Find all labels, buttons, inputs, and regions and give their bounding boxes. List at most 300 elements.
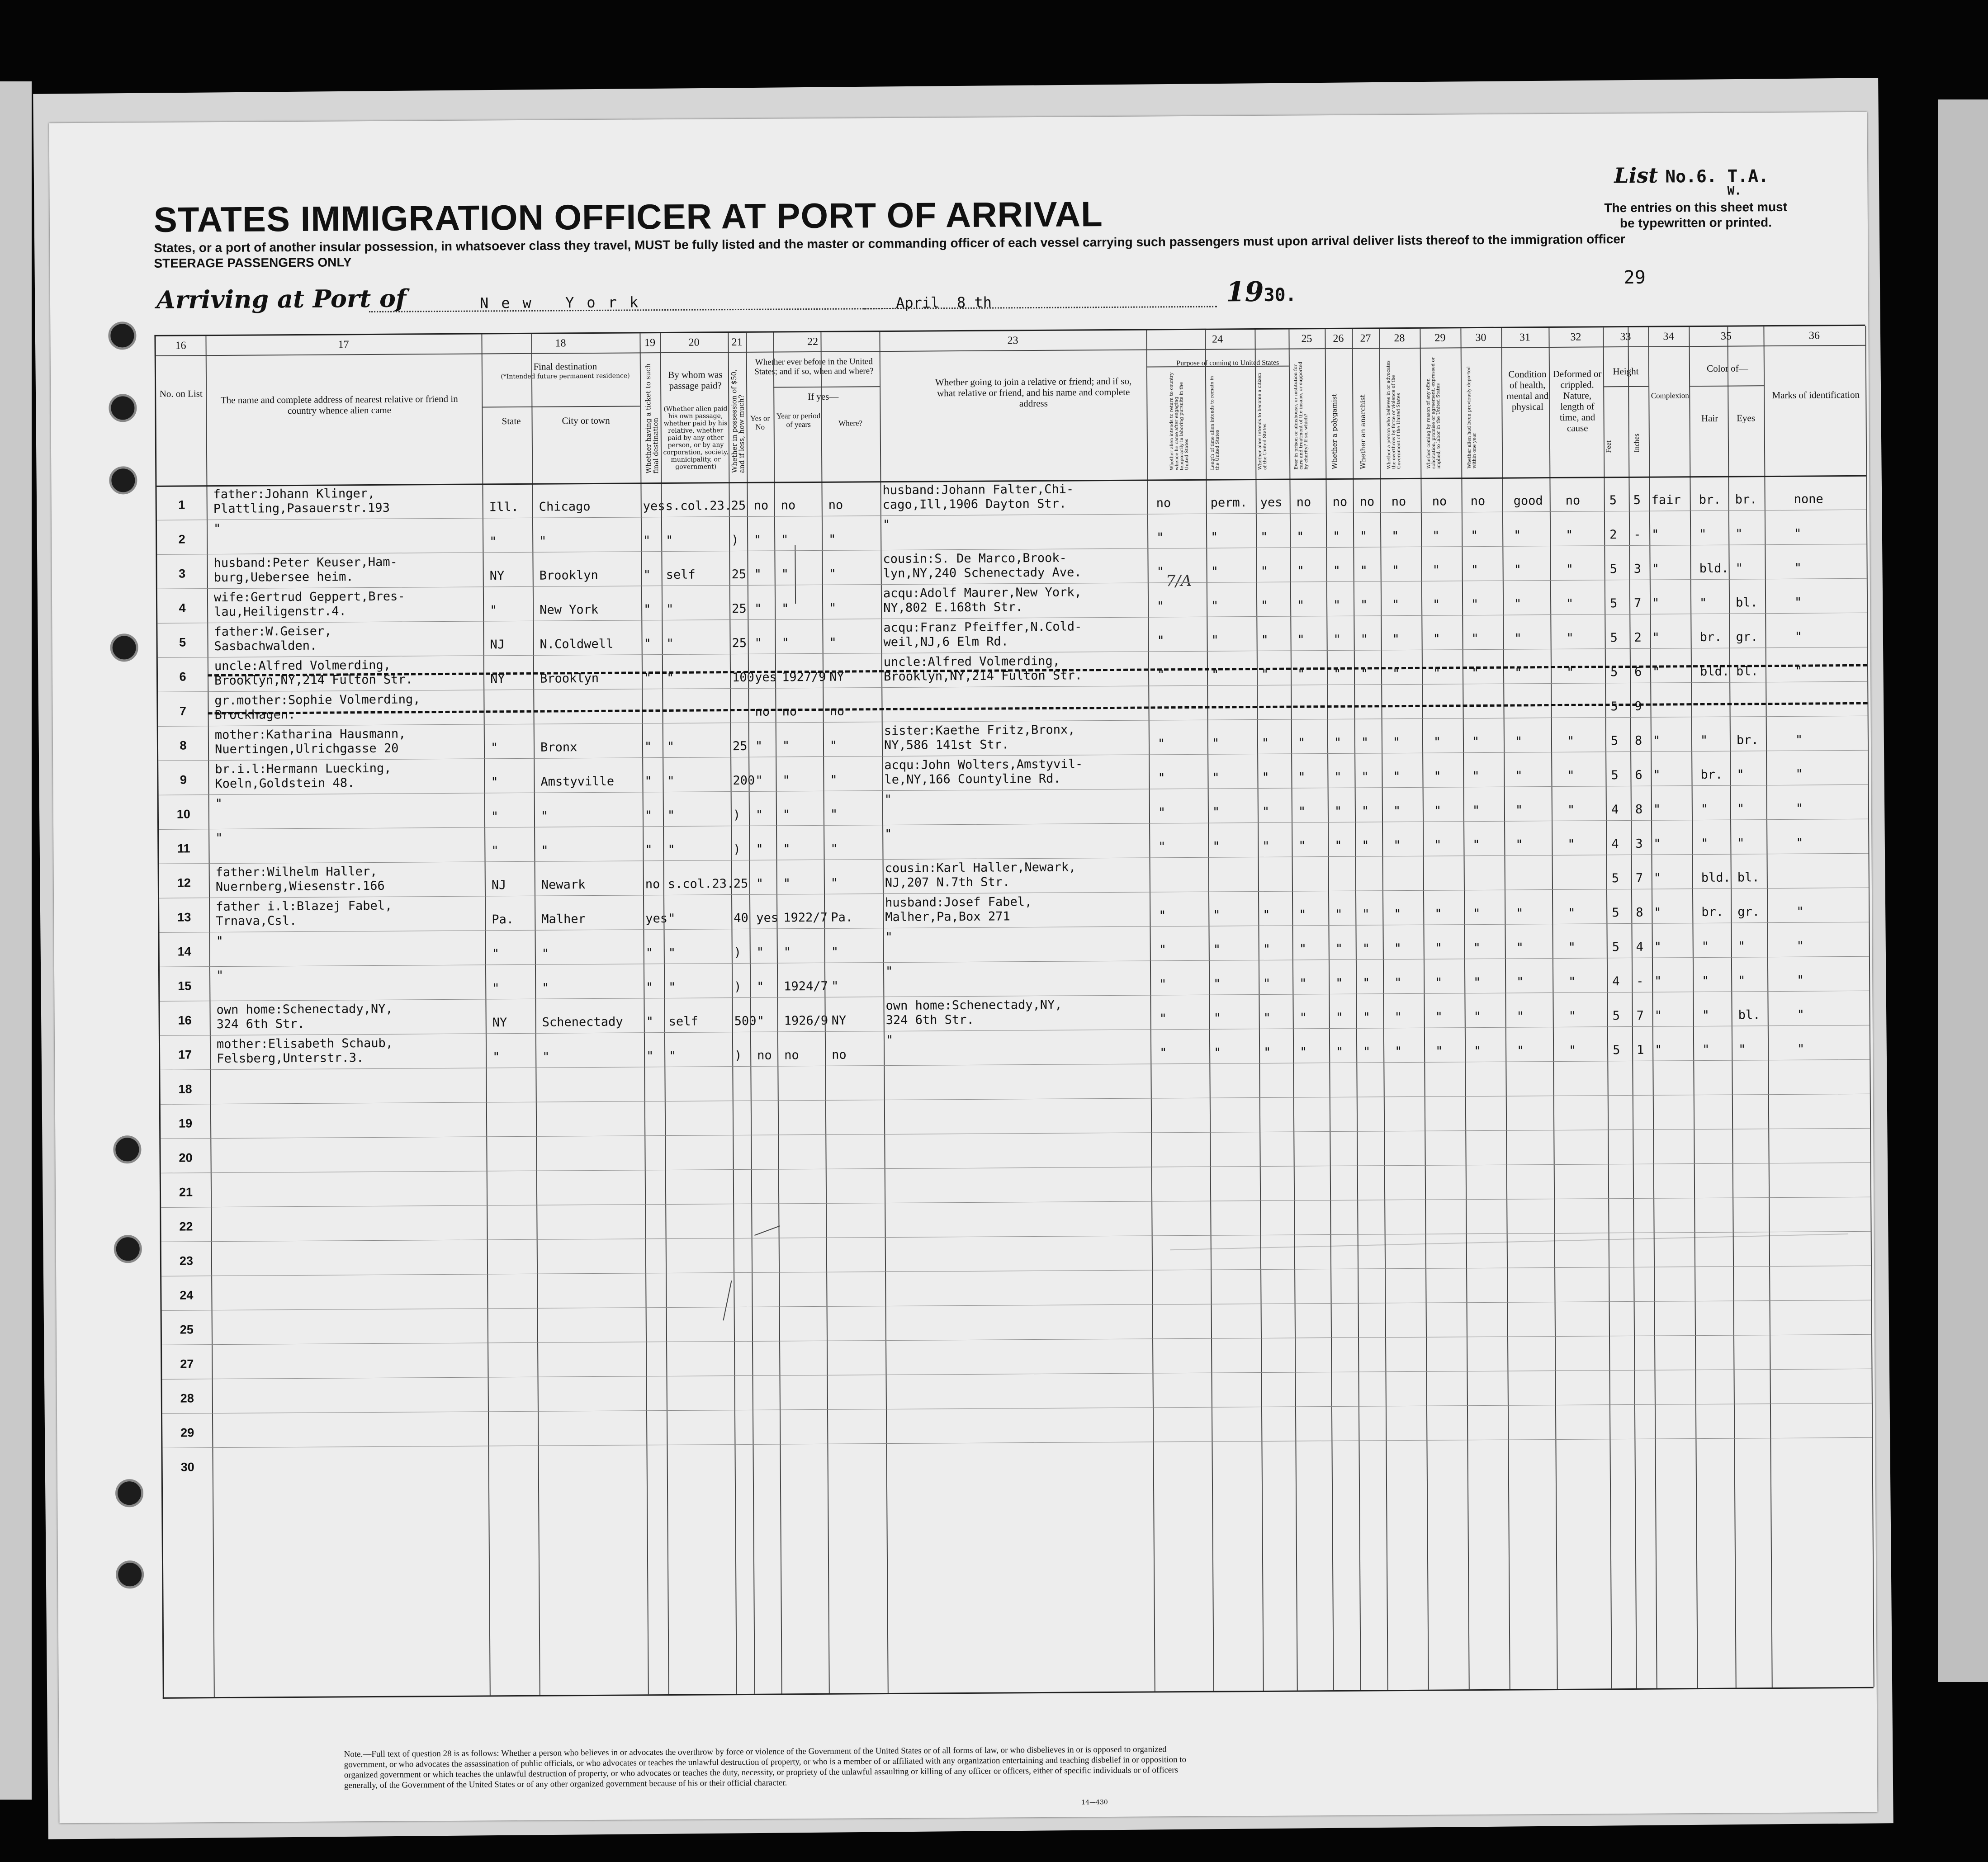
cell-city: " (542, 981, 549, 995)
cell-p-c: " (1261, 667, 1269, 681)
cell-feet: 4 (1612, 974, 1620, 989)
cell-eyes: bl. (1736, 595, 1758, 610)
cell-health: " (1516, 1009, 1524, 1024)
column-number: 30 (1475, 331, 1486, 344)
cell-ticket: yes (643, 499, 665, 514)
list-sub: W. (1727, 184, 1742, 198)
cell-c28: " (1394, 976, 1402, 990)
cell-before: " (756, 876, 764, 891)
cell-year: 1922/7 (783, 910, 828, 925)
cell-p-a: " (1159, 977, 1167, 992)
cell-join2: 324 6th Str. (885, 1012, 974, 1028)
cell-hair: " (1702, 1008, 1710, 1023)
column-number: 27 (1360, 332, 1371, 345)
cell-rel1: " (216, 934, 223, 949)
cell-p-a: " (1158, 840, 1166, 854)
column-number: 16 (175, 340, 186, 352)
cell-c28: " (1392, 632, 1400, 647)
row-number: 7 (179, 704, 187, 718)
cell-year: " (782, 808, 790, 822)
cell-hair: " (1699, 527, 1707, 542)
cell-p-a: " (1159, 908, 1166, 923)
row-number: 24 (180, 1288, 194, 1302)
year-prefix: 19 (1226, 276, 1264, 308)
cell-c30: " (1471, 632, 1479, 646)
subheader-line (773, 386, 880, 388)
cell-deformed: " (1567, 837, 1575, 851)
cell-c27: " (1360, 563, 1368, 578)
cell-c29: " (1433, 597, 1440, 612)
cell-deformed: " (1567, 734, 1575, 748)
cell-where: no (829, 704, 845, 718)
cell-feet: 5 (1610, 699, 1618, 714)
cell-marks: " (1797, 973, 1804, 988)
cell-marks: " (1794, 526, 1802, 541)
cell-c26: " (1333, 563, 1341, 578)
column-number: 26 (1333, 332, 1344, 345)
cell-state: Ill. (489, 500, 519, 515)
cell-c27: no (1359, 495, 1375, 509)
cell-c26: " (1336, 1044, 1344, 1059)
cell-join2: lyn,NY,240 Schenectady Ave. (883, 565, 1082, 581)
cell-marks: none (1794, 492, 1823, 506)
cell-money: ) (734, 979, 742, 994)
cell-c25: " (1299, 942, 1307, 956)
cell-marks: " (1796, 904, 1804, 919)
row-number: 18 (178, 1082, 192, 1096)
cell-c26: " (1333, 632, 1341, 647)
cell-p-b: perm. (1210, 496, 1248, 510)
cell-ticket: " (646, 1049, 654, 1063)
column-number: 23 (1007, 335, 1018, 347)
cell-paid: " (666, 533, 673, 548)
cell-p-a: " (1157, 599, 1164, 614)
row-divider (162, 1437, 1872, 1448)
cell-marks: " (1796, 836, 1803, 850)
cell-complexion: " (1653, 768, 1661, 782)
cell-city: " (541, 843, 549, 858)
cell-c25: " (1298, 839, 1306, 853)
cell-before: " (755, 773, 763, 788)
cell-c26: " (1335, 941, 1343, 956)
cell-marks: " (1794, 664, 1803, 678)
cell-c27: " (1363, 976, 1370, 990)
cell-c26: no (1332, 495, 1348, 509)
cell-year: " (781, 567, 789, 581)
hair-header: Hair (1701, 412, 1718, 424)
row-number: 29 (180, 1426, 194, 1440)
cell-c25: no (1296, 495, 1311, 510)
cell-join1: cousin:Karl Haller,Newark, (885, 860, 1076, 876)
cell-year: " (781, 636, 789, 650)
cell-city: Schenectady (542, 1015, 623, 1030)
cell-year: 1926/9 (784, 1013, 828, 1028)
cell-ticket: " (646, 1015, 654, 1029)
cell-money: 25 (732, 636, 747, 651)
cell-state: NY (490, 672, 505, 686)
cell-rel1: father:W.Geiser, (214, 624, 332, 639)
cell-c30: " (1473, 975, 1481, 990)
cell-ticket: " (643, 568, 651, 582)
row-number: 3 (179, 567, 186, 581)
row-number: 13 (177, 910, 191, 924)
cell-c29: " (1434, 941, 1443, 955)
cell-complexion: " (1652, 665, 1660, 679)
port-value: New York (479, 293, 651, 312)
cell-c29: " (1435, 1010, 1443, 1024)
cell-paid: " (667, 842, 675, 857)
marks-header: Marks of identification (1772, 389, 1860, 401)
column-number: 21 (731, 336, 743, 349)
cell-hair: bld. (1699, 664, 1730, 679)
cell-marks: " (1794, 629, 1802, 644)
list-number-value: No.6. T.A. (1665, 166, 1769, 187)
cell-before: " (756, 945, 764, 959)
cell-rel2: burg,Uebersee heim. (213, 570, 354, 585)
cell-join2: NY,802 E.168th Str. (883, 600, 1023, 615)
row-number: 23 (179, 1254, 194, 1268)
cell-join1: " (885, 1033, 894, 1048)
cell-complexion: fair (1651, 493, 1681, 507)
row-number: 4 (179, 601, 186, 615)
cell-c28: " (1394, 907, 1401, 922)
cell-money: 40 (734, 911, 748, 926)
eyes-header: Eyes (1737, 412, 1756, 424)
cell-p-a: " (1157, 633, 1164, 648)
no-on-list-header: No. on List (159, 388, 203, 399)
row-number: 2 (178, 532, 185, 546)
cell-eyes: bl. (1738, 1008, 1761, 1022)
cell-city: Malher (541, 912, 586, 926)
page-title: STATES IMMIGRATION OFFICER AT PORT OF ARRIVAL (153, 194, 1103, 240)
cell-p-b: " (1213, 977, 1221, 991)
column-number: 28 (1394, 332, 1405, 345)
cell-c30: " (1472, 838, 1480, 852)
manifest-table (154, 325, 1873, 1699)
punch-hole-icon (114, 1235, 142, 1263)
list-label: List (1614, 163, 1658, 188)
cell-c30: " (1471, 666, 1479, 681)
cell-c29: " (1434, 769, 1441, 784)
punch-hole-icon (110, 633, 138, 662)
cell-before: " (755, 739, 763, 753)
cell-c27: " (1361, 804, 1369, 818)
cell-where: " (830, 876, 838, 890)
cell-c27: " (1362, 838, 1369, 853)
cell-marks: " (1797, 1042, 1805, 1056)
cell-p-c: " (1261, 736, 1269, 750)
cell-c26: " (1335, 1010, 1344, 1025)
col26-header: Whether a polygamist (1330, 393, 1339, 470)
cell-paid: " (668, 911, 676, 926)
cell-feet: 5 (1611, 871, 1619, 886)
inches-header: Inches (1633, 433, 1641, 453)
cell-year: " (783, 842, 790, 856)
cell-c27: " (1360, 666, 1368, 681)
cell-inches: 7 (1634, 596, 1642, 610)
cell-rel2: Koeln,Goldstein 48. (215, 776, 355, 791)
cell-health: " (1514, 666, 1522, 680)
cell-c29: " (1435, 975, 1443, 990)
cell-hair: " (1699, 595, 1707, 610)
cell-c29: " (1433, 735, 1441, 749)
cell-marks: " (1797, 1007, 1805, 1022)
cell-c28: " (1393, 804, 1401, 818)
cell-eyes: " (1737, 939, 1746, 954)
cell-marks: " (1794, 595, 1802, 610)
cell-ticket: " (645, 843, 653, 857)
cell-before: no (753, 498, 769, 513)
cell-before: " (756, 842, 763, 856)
row-number: 5 (179, 635, 186, 649)
cell-paid: s.col.23. (667, 877, 734, 891)
cell-complexion: " (1654, 1008, 1662, 1023)
cell-inches: 1 (1637, 1043, 1644, 1057)
cell-join1: sister:Kaethe Fritz,Bronx, (884, 723, 1075, 738)
cell-c28: " (1393, 770, 1401, 784)
cell-join2: NY,586 141st Str. (884, 737, 1009, 753)
cell-where: " (828, 532, 836, 547)
cell-join2: cago,Ill,1906 Dayton Str. (882, 496, 1067, 512)
ticket-header: Whether having a ticket to such final destination (644, 363, 660, 474)
cell-hair: " (1700, 802, 1709, 817)
cell-c30: no (1470, 494, 1486, 509)
column-number: 31 (1519, 331, 1531, 344)
cell-p-a: " (1158, 805, 1166, 820)
cell-c29: " (1433, 632, 1440, 646)
cell-where: NY (829, 670, 844, 684)
cell-health: " (1515, 769, 1523, 783)
cell-c25: " (1297, 598, 1305, 613)
cell-p-c: " (1262, 770, 1269, 784)
cell-p-b: " (1212, 839, 1220, 854)
column-number: 35 (1720, 330, 1732, 342)
cell-p-c: " (1261, 633, 1269, 647)
cell-complexion: " (1652, 527, 1659, 542)
cell-join1: " (882, 517, 890, 532)
cell-deformed: " (1566, 528, 1573, 542)
cell-complexion: " (1655, 1043, 1662, 1057)
subtitle-line-2: STEERAGE PASSENGERS ONLY (154, 255, 352, 270)
cell-c27: " (1363, 1044, 1371, 1059)
cell-where: " (830, 807, 838, 822)
cell-p-a: " (1160, 1046, 1167, 1060)
cell-ticket: " (644, 602, 651, 617)
cell-p-c: " (1261, 598, 1269, 613)
cell-inches: 7 (1635, 871, 1643, 885)
column-number: 20 (688, 336, 700, 349)
cell-paid: " (667, 808, 675, 822)
cell-health: " (1514, 631, 1522, 646)
cell-city: " (539, 534, 547, 548)
cell-c30: " (1471, 597, 1479, 612)
cell-c30: " (1474, 1044, 1482, 1059)
cell-money: ) (731, 533, 739, 548)
cell-money: 25 (731, 498, 746, 513)
row-number: 27 (180, 1357, 194, 1371)
cell-rel1: " (216, 968, 224, 983)
cell-inches: 9 (1634, 699, 1642, 714)
cell-c27: " (1360, 529, 1368, 543)
row-number: 30 (180, 1460, 194, 1474)
cell-before: " (754, 601, 762, 616)
cell-c26: " (1334, 770, 1342, 784)
cell-feet: 5 (1610, 665, 1618, 680)
form-code: 14—430 (1081, 1799, 1108, 1806)
handwritten-annotation: 7/A (1165, 572, 1192, 591)
cell-join2: NJ,207 N.7th Str. (885, 875, 1010, 890)
cell-paid: " (667, 739, 675, 754)
cell-where: " (829, 601, 837, 615)
cell-c25: " (1297, 667, 1305, 681)
cell-paid: " (668, 980, 676, 994)
cell-complexion: " (1654, 974, 1662, 988)
punch-hole-icon (109, 394, 137, 422)
cell-join1: " (884, 792, 892, 807)
cell-where: Pa. (831, 910, 853, 925)
cell-eyes: " (1738, 974, 1746, 988)
column-number: 29 (1434, 332, 1446, 344)
cell-inches: - (1633, 527, 1641, 542)
cell-inches: 7 (1636, 1008, 1644, 1023)
column-number: 24 (1212, 333, 1223, 345)
cell-c27: " (1361, 770, 1369, 784)
cell-p-b: " (1213, 942, 1221, 957)
cell-deformed: no (1565, 493, 1581, 508)
cell-c28: " (1393, 838, 1401, 853)
cell-paid: " (669, 1049, 677, 1063)
cell-state: " (492, 947, 500, 961)
cell-state: " (490, 741, 498, 755)
cell-c27: " (1360, 598, 1368, 612)
cell-c30: " (1472, 769, 1480, 784)
pencil-mark (723, 1281, 732, 1321)
date-value: April 8 th (895, 293, 992, 312)
cell-where: " (830, 841, 838, 856)
cell-eyes: " (1735, 561, 1743, 576)
cell-p-a: " (1159, 943, 1167, 957)
cell-feet: 5 (1612, 1009, 1620, 1023)
cell-c27: " (1362, 941, 1370, 956)
cell-deformed: " (1569, 1043, 1576, 1058)
cell-state: " (492, 981, 500, 996)
cell-c27: " (1363, 1010, 1371, 1025)
cell-c25: " (1298, 770, 1306, 784)
cell-p-c: " (1260, 529, 1268, 544)
column-number: 19 (644, 337, 656, 349)
cell-deformed: " (1568, 974, 1576, 989)
cell-city: " (540, 809, 549, 823)
cell-before: no (757, 1048, 772, 1063)
cell-rel1: father i.l:Blazej Fabel, (216, 898, 393, 914)
cell-where: " (830, 773, 838, 787)
cell-feet: 4 (1611, 837, 1619, 851)
cell-health: good (1513, 494, 1543, 508)
cell-before: " (757, 979, 764, 994)
final-destination-note: (*Intended future permanent residence) (501, 372, 630, 381)
cell-p-b: " (1211, 564, 1219, 579)
cell-p-a: " (1159, 1011, 1167, 1026)
cell-paid: " (667, 774, 675, 788)
cell-join1: uncle:Alfred Volmerding, (883, 654, 1060, 670)
cell-state: Pa. (492, 912, 514, 927)
cell-city: Bronx (540, 740, 577, 755)
cell-city: " (541, 946, 549, 961)
cell-inches: 6 (1634, 665, 1642, 679)
cell-inches: 3 (1633, 562, 1642, 576)
cell-feet: 5 (1609, 493, 1617, 508)
cell-c25: " (1299, 907, 1306, 922)
cell-ticket: no (645, 877, 660, 892)
cell-before: " (754, 567, 762, 581)
cell-health: " (1514, 562, 1522, 577)
cell-health: " (1516, 906, 1524, 921)
cell-c25: " (1299, 1011, 1307, 1025)
cell-city: Chicago (539, 500, 591, 514)
cell-year: no (782, 704, 797, 719)
purpose-a-header: Whether alien intends to return to country whence he came after engaging temporarily in laboring pursuits in the United States (1169, 372, 1190, 471)
cell-deformed: " (1568, 906, 1576, 920)
cell-deformed: " (1566, 596, 1574, 611)
cell-money: ) (733, 808, 741, 822)
col30-header: Whether alien had been previously deported within one year (1466, 366, 1477, 469)
cell-c28: " (1392, 598, 1400, 612)
cell-inches: 5 (1633, 493, 1641, 507)
punch-hole-icon (109, 466, 137, 494)
cell-c28: " (1395, 1044, 1402, 1059)
cell-state: " (491, 809, 499, 824)
cell-state: " (490, 603, 497, 618)
where-header: Where? (838, 419, 863, 428)
cell-paid: " (666, 636, 674, 651)
cell-marks: " (1795, 733, 1803, 747)
cell-hair: br. (1700, 767, 1723, 782)
column-number: 32 (1570, 331, 1581, 343)
cell-year: " (782, 739, 790, 753)
cell-c29: " (1434, 907, 1442, 921)
cell-eyes: bl. (1737, 870, 1760, 885)
cell-state: NY (492, 1016, 507, 1030)
cell-c29: " (1433, 666, 1441, 681)
cell-where: no (828, 498, 843, 512)
row-number: 6 (179, 670, 186, 684)
row-number: 19 (178, 1116, 193, 1130)
cell-rel1: " (215, 796, 223, 811)
cell-join2: Brooklyn,NY,214 Fulton Str. (883, 668, 1083, 684)
cell-city: Brooklyn (540, 671, 599, 686)
cell-paid: " (666, 602, 674, 616)
row-number: 9 (180, 773, 187, 787)
cell-rel1: " (213, 522, 221, 536)
cell-where: " (828, 567, 837, 581)
row-number: 15 (178, 979, 192, 993)
cell-inches: 8 (1634, 733, 1642, 748)
row-number: 28 (180, 1391, 194, 1405)
cell-p-b: " (1211, 530, 1218, 544)
cell-inches: 8 (1636, 905, 1643, 920)
row-number: 8 (180, 738, 187, 752)
cell-c30: " (1471, 529, 1478, 543)
cell-p-c: " (1263, 942, 1271, 956)
cell-p-a: " (1156, 565, 1164, 579)
cell-rel2: Nuernberg,Wiesenstr.166 (215, 879, 385, 894)
cell-c30: " (1472, 803, 1480, 818)
cell-city: N.Coldwell (540, 637, 614, 652)
cell-p-b: " (1212, 770, 1220, 785)
cell-state: " (491, 844, 499, 858)
cell-join2: weil,NJ,6 Elm Rd. (883, 634, 1009, 650)
punch-hole-icon (115, 1479, 143, 1507)
